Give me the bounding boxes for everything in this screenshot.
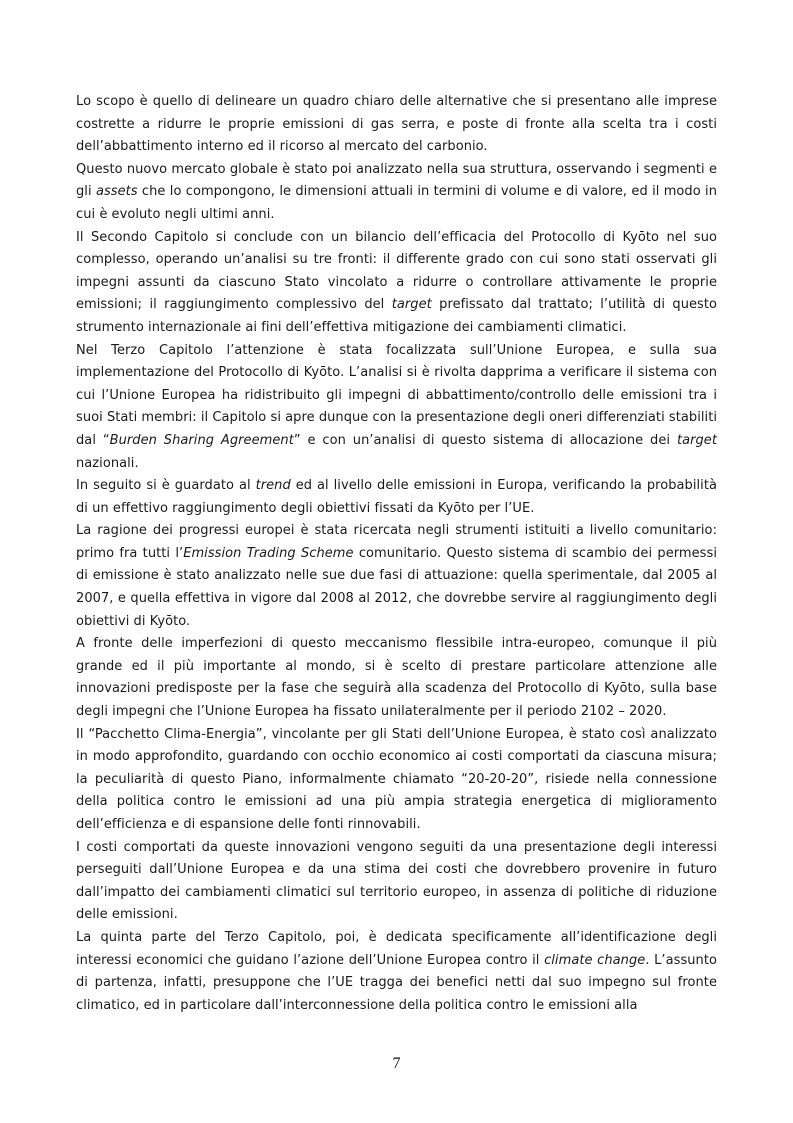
text-run: Lo scopo è quello di delineare un quadro chiaro delle alternative che si presentano alle imprese costrette a ridurre le proprie emissioni di gas serra, e poste di fronte alla scelta tra i costi dell’abbattimento interno ed il ricorso al mercato del carbonio. [76, 94, 717, 155]
text-run: Il “Pacchetto Clima-Energia”, vincolante per gli Stati dell’Unione Europea, è stato così analizzato in modo approfondito, guardando con occhio economico ai costi comportati da ciascuna misura; la peculiarità di questo Piano, informalmente chiamato “20-20-20”, risiede nella connessione della politica contro le emissioni ad una più ampia strategia energetica di miglioramento dell’efficienza e di espansione delle fonti rinnovabili. [76, 726, 717, 832]
page-body [76, 91, 717, 1017]
paragraph-emission-trading [76, 520, 717, 633]
paragraph-terzo-capitolo [76, 340, 717, 476]
italic-term: target [676, 432, 717, 448]
text-run: prefissato dal trattato; l’utilità di questo strumento internazionale ai fini dell’effettiva mitigazione dei cambiamenti climatici. [76, 297, 718, 335]
text-run: Questo nuovo mercato globale è stato poi analizzato nella sua struttura, osservando i segmenti e gli [76, 161, 717, 200]
italic-term: climate change [544, 952, 646, 968]
paragraph-mercato-globale [76, 159, 717, 227]
paragraph-secondo-capitolo [76, 227, 717, 340]
text-run: I costi comportati da queste innovazioni vengono seguiti da una presentazione degli interessi perseguiti dall’Unione Europea e da una stima dei costi che dovrebbero provenire in futuro dall’impatto dei cambiamenti climatici sul territorio europeo, in assenza di politiche di riduzione delle emissioni. [76, 839, 717, 923]
text-run: ed al livello delle emissioni in Europa, verificando la probabilità di un effettivo raggiungimento degli obiettivi fissati da Kyōto per l’UE. [76, 478, 718, 516]
paragraph-quinta-parte [76, 927, 717, 1017]
page-number: 7 [392, 1055, 401, 1072]
text-run: nazionali. [76, 455, 139, 471]
text-run: La quinta parte del Terzo Capitolo, poi, è dedicata specificamente all’identificazione degli interessi economici che guidano l’azione dell’Unione Europea contro il [76, 929, 717, 968]
paragraph-imperfezioni [76, 633, 717, 723]
text-run: . L’assunto di partenza, infatti, presuppone che l’UE tragga dei benefici netti dal suo impegno sul fronte climatico, ed in particolare dall’interconnessione della politica contro le emissioni alla [76, 952, 717, 1013]
italic-term: Burden Sharing Agreement [109, 432, 294, 448]
paragraph-costi [76, 837, 717, 927]
text-run: Nel Terzo Capitolo l’attenzione è stata focalizzata sull’Unione Europea, e sulla sua implementazione del Protocollo di Kyōto. L’analisi si è rivolta dapprima a verificare il sistema con cui l’Unione Europea ha ridistribuito gli impegni di abbattimento/controllo delle emissioni tra i suoi Stati membri: il Capitolo si apre dunque con la presentazione degli oneri differenziati stabiliti dal “ [76, 342, 717, 448]
text-run: Il Secondo Capitolo si conclude con un bilancio dell’efficacia del Protocollo di Kyōto nel suo complesso, operando un’analisi su tre fronti: il differente grado con cui sono stati osservati gli impegni assunti da ciascuno Stato vincolato a ridurre o controllare attivamente le proprie emissioni; il raggiungimento complessivo del [76, 229, 717, 313]
paragraph-scopo [76, 91, 717, 159]
text-run: ” e con un’analisi di questo sistema di allocazione dei [293, 432, 677, 448]
italic-term: target [391, 297, 432, 313]
text-run: In seguito si è guardato al [76, 478, 256, 494]
text-run: che lo compongono, le dimensioni attuali in termini di volume e di valore, ed il modo in cui è evoluto negli ultimi anni. [76, 184, 717, 222]
text-run: A fronte delle imperfezioni di questo meccanismo flessibile intra-europeo, comunque il più grande ed il più importante al mondo, si è scelto di prestare particolare attenzione alle innovazioni predisposte per la fase che seguirà alla scadenza del Protocollo di Kyōto, sulla base degli impegni che l’Unione Europea ha fissato unilateralmente per il periodo 2102 – 2020. [76, 636, 717, 720]
italic-term: assets [95, 184, 138, 200]
paragraph-pacchetto-clima [76, 724, 717, 837]
italic-term: trend [255, 478, 291, 494]
text-run: comunitario. Questo sistema di scambio dei permessi di emissione è stato analizzato nelle sue due fasi di attuazione: quella sperimentale, dal 2005 al 2007, e quella effettiva in vigore dal 2008 al 2012, che dovrebbe servire al raggiungimento degli obiettivi di Kyōto. [76, 545, 717, 629]
paragraph-trend [76, 475, 717, 520]
text-run: La ragione dei progressi europei è stata ricercata negli strumenti istituiti a livello comunitario: primo fra tutti l’ [76, 523, 717, 561]
italic-term: Emission Trading Scheme [183, 545, 354, 561]
